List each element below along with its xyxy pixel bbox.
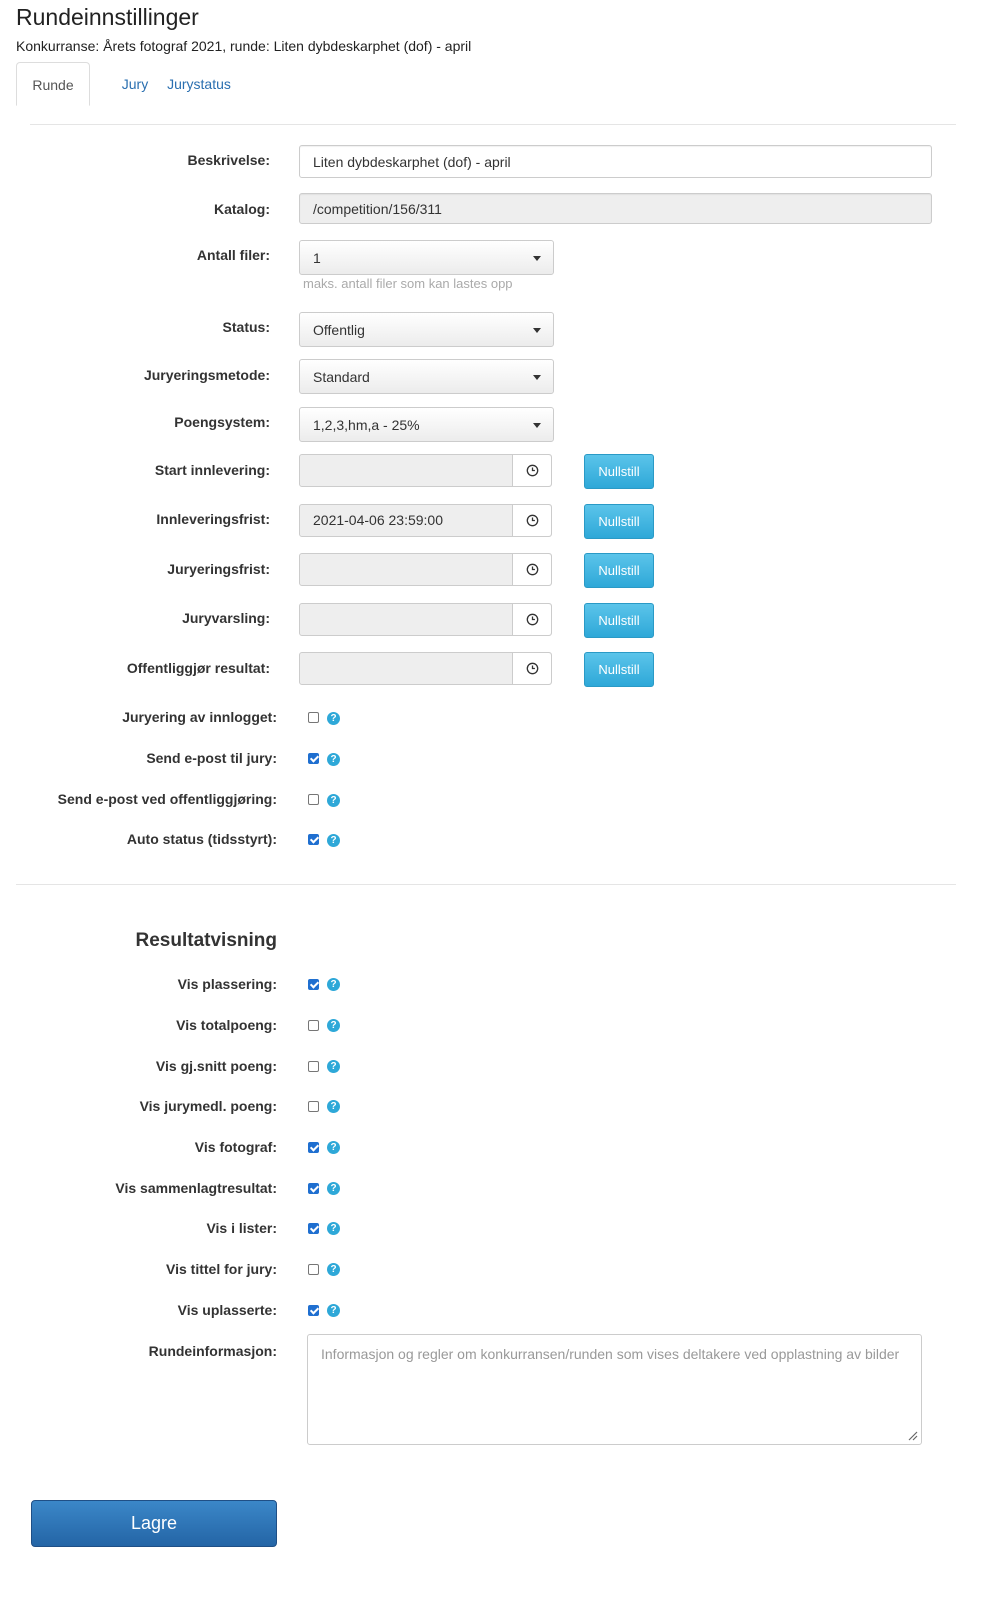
offentliggjor-resultat-reset-button[interactable]: Nullstill [584, 652, 654, 687]
innleveringsfrist-field[interactable] [299, 504, 552, 537]
help-icon[interactable]: ? [327, 712, 340, 725]
antall-filer-value: 1 [313, 249, 321, 266]
innleveringsfrist-value: 2021-04-06 23:59:00 [313, 512, 443, 528]
help-icon[interactable]: ? [327, 1222, 340, 1235]
antall-filer-hint: maks. antall filer som kan lastes opp [303, 276, 513, 291]
help-icon[interactable]: ? [327, 753, 340, 766]
poengsystem-value: 1,2,3,hm,a - 25% [313, 416, 420, 433]
innleveringsfrist-label: Innleveringsfrist: [156, 511, 270, 527]
status-label: Status: [222, 319, 270, 335]
send-epost-jury-label: Send e-post til jury: [146, 750, 277, 766]
vis-sammenlagtresultat-checkbox[interactable] [308, 1183, 319, 1194]
chevron-down-icon [533, 423, 541, 428]
help-icon[interactable]: ? [327, 1263, 340, 1276]
vis-tittel-jury-label: Vis tittel for jury: [166, 1261, 277, 1277]
juryeringsmetode-select[interactable] [299, 359, 554, 394]
status-select[interactable] [299, 312, 554, 347]
help-icon[interactable]: ? [327, 1304, 340, 1317]
help-icon[interactable]: ? [327, 1060, 340, 1073]
clock-icon[interactable] [512, 554, 551, 585]
resultatvisning-heading: Resultatvisning [135, 930, 277, 951]
katalog-label: Katalog: [214, 201, 270, 217]
juryering-innlogget-checkbox[interactable] [308, 712, 319, 723]
chevron-down-icon [533, 256, 541, 261]
vis-fotograf-label: Vis fotograf: [194, 1139, 277, 1155]
help-icon[interactable]: ? [327, 794, 340, 807]
beskrivelse-input[interactable]: Liten dybdeskarphet (dof) - april [299, 145, 932, 178]
juryeringsmetode-label: Juryeringsmetode: [143, 367, 270, 383]
rundeinformasjon-label: Rundeinformasjon: [148, 1343, 277, 1359]
auto-status-checkbox[interactable] [308, 834, 319, 845]
tab-runde[interactable]: Runde [16, 62, 90, 106]
chevron-down-icon [533, 328, 541, 333]
send-epost-offentliggjoring-checkbox[interactable] [308, 794, 319, 805]
rundeinformasjon-textarea[interactable] [307, 1334, 922, 1445]
rundeinformasjon-placeholder: Informasjon og regler om konkurransen/runden som vises deltakere ved opplastning av bilder [321, 1346, 900, 1362]
offentliggjor-resultat-label: Offentliggjør resultat: [126, 660, 270, 676]
vis-fotograf-checkbox[interactable] [308, 1142, 319, 1153]
help-icon[interactable]: ? [327, 1182, 340, 1195]
vis-gjsnitt-poeng-label: Vis gj.snitt poeng: [155, 1058, 277, 1074]
vis-uplasserte-checkbox[interactable] [308, 1305, 319, 1316]
vis-totalpoeng-checkbox[interactable] [308, 1020, 319, 1031]
resize-handle-icon[interactable] [906, 1429, 918, 1441]
juryvarsling-label: Juryvarsling: [182, 610, 270, 626]
juryeringsmetode-value: Standard [313, 368, 370, 385]
auto-status-label: Auto status (tidsstyrt): [126, 831, 277, 847]
send-epost-jury-checkbox[interactable] [308, 753, 319, 764]
innleveringsfrist-reset-button[interactable]: Nullstill [584, 504, 654, 539]
vis-uplasserte-label: Vis uplasserte: [177, 1302, 277, 1318]
beskrivelse-label: Beskrivelse: [187, 152, 270, 168]
katalog-input: /competition/156/311 [299, 193, 932, 224]
start-innlevering-field[interactable] [299, 454, 552, 487]
vis-tittel-jury-checkbox[interactable] [308, 1264, 319, 1275]
vis-plassering-checkbox[interactable] [308, 979, 319, 990]
divider [16, 884, 956, 885]
start-innlevering-label: Start innlevering: [154, 462, 270, 478]
vis-jurymedl-poeng-label: Vis jurymedl. poeng: [139, 1098, 277, 1114]
clock-icon[interactable] [512, 455, 551, 486]
vis-plassering-label: Vis plassering: [177, 976, 277, 992]
clock-icon[interactable] [512, 653, 551, 684]
vis-gjsnitt-poeng-checkbox[interactable] [308, 1061, 319, 1072]
vis-sammenlagtresultat-label: Vis sammenlagtresultat: [115, 1180, 277, 1196]
page-subtitle: Konkurranse: Årets fotograf 2021, runde: Liten dybdeskarphet (dof) - april [16, 38, 472, 54]
vis-totalpoeng-label: Vis totalpoeng: [176, 1017, 277, 1033]
divider [30, 124, 956, 125]
help-icon[interactable]: ? [327, 1100, 340, 1113]
chevron-down-icon [533, 375, 541, 380]
vis-i-lister-checkbox[interactable] [308, 1223, 319, 1234]
vis-jurymedl-poeng-checkbox[interactable] [308, 1101, 319, 1112]
antall-filer-label: Antall filer: [196, 247, 270, 263]
help-icon[interactable]: ? [327, 978, 340, 991]
poengsystem-label: Poengsystem: [174, 414, 270, 430]
juryvarsling-reset-button[interactable]: Nullstill [584, 603, 654, 638]
juryeringsfrist-label: Juryeringsfrist: [167, 561, 270, 577]
tab-jury[interactable]: Jury [121, 76, 149, 92]
help-icon[interactable]: ? [327, 1019, 340, 1032]
tab-jurystatus[interactable]: Jurystatus [167, 76, 231, 92]
page-title: Rundeinnstillinger [16, 4, 199, 30]
juryvarsling-field[interactable] [299, 603, 552, 636]
help-icon[interactable]: ? [327, 1141, 340, 1154]
status-value: Offentlig [313, 321, 365, 338]
save-button[interactable]: Lagre [31, 1500, 277, 1547]
poengsystem-select[interactable] [299, 407, 554, 442]
clock-icon[interactable] [512, 505, 551, 536]
vis-i-lister-label: Vis i lister: [206, 1220, 277, 1236]
juryeringsfrist-field[interactable] [299, 553, 552, 586]
help-icon[interactable]: ? [327, 834, 340, 847]
send-epost-offentliggjoring-label: Send e-post ved offentliggjøring: [57, 791, 277, 807]
offentliggjor-resultat-field[interactable] [299, 652, 552, 685]
clock-icon[interactable] [512, 604, 551, 635]
start-innlevering-reset-button[interactable]: Nullstill [584, 454, 654, 489]
juryeringsfrist-reset-button[interactable]: Nullstill [584, 553, 654, 588]
juryering-innlogget-label: Juryering av innlogget: [122, 709, 277, 725]
antall-filer-select[interactable] [299, 240, 554, 275]
